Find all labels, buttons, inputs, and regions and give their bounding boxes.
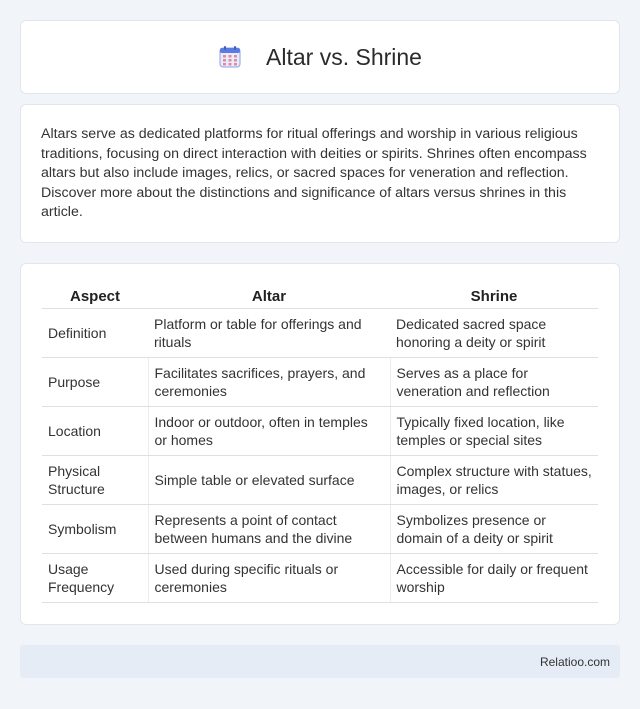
cell-shrine: Accessible for daily or frequent worship	[390, 553, 598, 602]
cell-aspect: Usage Frequency	[42, 553, 148, 602]
cell-shrine: Dedicated sacred space honoring a deity or spirit	[390, 308, 598, 357]
cell-shrine: Complex structure with statues, images, or relics	[390, 455, 598, 504]
table-row	[42, 504, 598, 553]
cell-altar: Platform or table for offerings and rituals	[148, 308, 390, 357]
cell-shrine: Symbolizes presence or domain of a deity or spirit	[390, 504, 598, 553]
cell-shrine: Typically fixed location, like temples or special sites	[390, 406, 598, 455]
cell-aspect: Symbolism	[42, 504, 148, 553]
cell-aspect: Definition	[42, 308, 148, 357]
cell-aspect: Location	[42, 406, 148, 455]
cell-altar: Simple table or elevated surface	[148, 455, 390, 504]
header-altar: Altar	[148, 286, 390, 308]
cell-aspect: Physical Structure	[42, 455, 148, 504]
table-row	[42, 406, 598, 455]
intro-card	[20, 104, 620, 243]
cell-shrine: Serves as a place for veneration and reflection	[390, 357, 598, 406]
table-row	[42, 308, 598, 357]
cell-altar: Facilitates sacrifices, prayers, and ceremonies	[148, 357, 390, 406]
intro-text: Altars serve as dedicated platforms for ritual offerings and worship in various religious traditions, focusing on direct interaction with deities or spirits. Shrines often encompass altars but also include images, relics, or sacred spaces for veneration and reflection. Discover more about the distinctions and significance of altars versus shrines in this article.	[41, 126, 587, 221]
table-row	[42, 553, 598, 602]
header-aspect: Aspect	[42, 286, 148, 308]
table-row	[42, 357, 598, 406]
cell-aspect: Purpose	[42, 357, 148, 406]
title-card	[20, 20, 620, 94]
page-title: Altar vs. Shrine	[266, 43, 422, 70]
footer	[20, 645, 620, 678]
footer-site-link[interactable]: Relatioo.com	[539, 654, 610, 669]
cell-altar: Indoor or outdoor, often in temples or homes	[148, 406, 390, 455]
comparison-table	[42, 286, 598, 603]
comparison-card	[20, 263, 620, 625]
cell-altar: Used during specific rituals or ceremonies	[148, 553, 390, 602]
table-header-row	[42, 286, 598, 308]
header-shrine: Shrine	[390, 286, 598, 308]
calendar-icon	[218, 45, 242, 69]
table-row	[42, 455, 598, 504]
cell-altar: Represents a point of contact between humans and the divine	[148, 504, 390, 553]
